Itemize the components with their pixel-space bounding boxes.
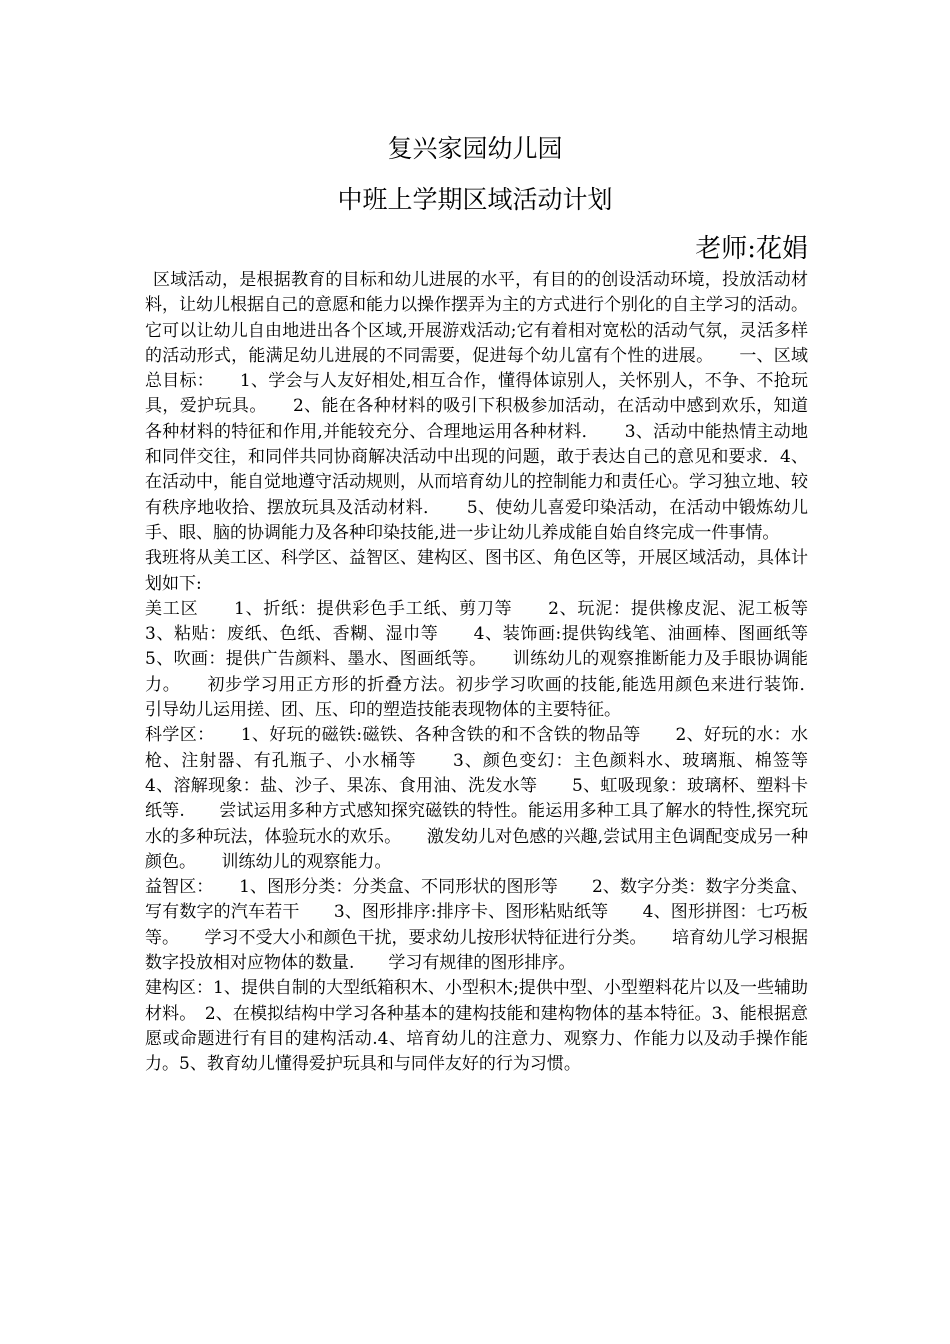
document-body (145, 268, 842, 1078)
school-name: 复兴家园幼儿园 (387, 134, 563, 163)
teacher-name: 老师:花娟 (695, 234, 808, 264)
science-area-paragraph: 科学区： 1、好玩的磁铁:磁铁、各种含铁的和不含铁的物品等 2、好玩的水：水枪、注射器、有孔瓶子、小水桶等 3、颜色变幻：主色颜料水、玻璃瓶、棉签等 4、溶解现象：盐、沙子、果冻、食用油、洗发水等 5、虹吸现象：玻璃杯、塑料卡纸等. 尝试运用多种方式感知探究磁铁的特性。能运用多种工具了解水的特性,探究玩水的多种玩法，体验玩水的欢乐。 激发幼儿对色感的兴趣,尝试用主色调配变成另一种颜色。 训练幼儿的观察能力。 (145, 725, 842, 872)
plan-title: 中班上学期区域活动计划 (337, 185, 613, 214)
art-area-paragraph: 美工区 1、折纸：提供彩色手工纸、剪刀等 2、玩泥：提供橡皮泥、泥工板等 3、粘贴：废纸、色纸、香糊、湿巾等 4、装饰画:提供钩线笔、油画棒、图画纸等 5、吹画：提供广告颜料、墨水、图画纸等。 训练幼儿的观察推断能力及手眼协调能力。 初步学习用正方形的折叠方法。初步学习吹画的技能,能选用颜色来进行装饰． 引导幼儿运用搓、团、压、印的塑造技能表现物体的主要特征。 (145, 598, 842, 721)
puzzle-area-paragraph: 益智区： 1、图形分类：分类盒、不同形状的图形等 2、数字分类：数字分类盒、写有数字的汽车若干 3、图形排序:排序卡、图形粘贴纸等 4、图形拼图：七巧板等。 学习不受大小和颜色干扰，要求幼儿按形状特征进行分类。 培育幼儿学习根据数字投放相对应物体的数量. 学习有规律的图形排序。 (145, 877, 808, 974)
overview-paragraph: 我班将从美工区、科学区、益智区、建构区、图书区、角色区等，开展区域活动，具体计划如下: (145, 548, 808, 594)
intro-paragraph: 区域活动，是根据教育的目标和幼儿进展的水平，有目的的创设活动环境，投放活动材料，让幼儿根据自己的意愿和能力以操作摆弄为主的方式进行个别化的自主学习的活动。它可以让幼儿自由地进出各个区域,开展游戏活动;它有着相对宽松的活动气氛，灵活多样的活动形式，能满足幼儿进展的不同需要，促进每个幼儿富有个性的进展。 一、区域总目标： 1、学会与人友好相处,相互合作，懂得体谅别人，关怀别人，不争、不抢玩具，爱护玩具。 2、能在各种材料的吸引下积极参加活动，在活动中感到欢乐，知道各种材料的特征和作用,并能较充分、合理地运用各种材料． 3、活动中能热情主动地和同伴交往，和同伴共同协商解决活动中出现的问题，敢于表达自己的意见和要求．4、在活动中，能自觉地遵守活动规则，从而培育幼儿的控制能力和责任心。学习独立地、较有秩序地收拾、摆放玩具及活动材料． 5、使幼儿喜爱印染活动，在活动中锻炼幼儿手、眼、脑的协调能力及各种印染技能,进一步让幼儿养成能自始自终完成一件事情。 (145, 270, 808, 543)
construction-area-paragraph: 建构区：1、提供自制的大型纸箱积木、小型积木;提供中型、小型塑料花片以及一些辅助材料。 2、在模拟结构中学习各种基本的建构技能和建构物体的基本特征。3、能根据意愿或命题进行有目的建构活动.4、培育幼儿的注意力、观察力、作能力以及动手操作能力。5、教育幼儿懂得爱护玩具和与同伴友好的行为习惯。 (145, 978, 808, 1075)
